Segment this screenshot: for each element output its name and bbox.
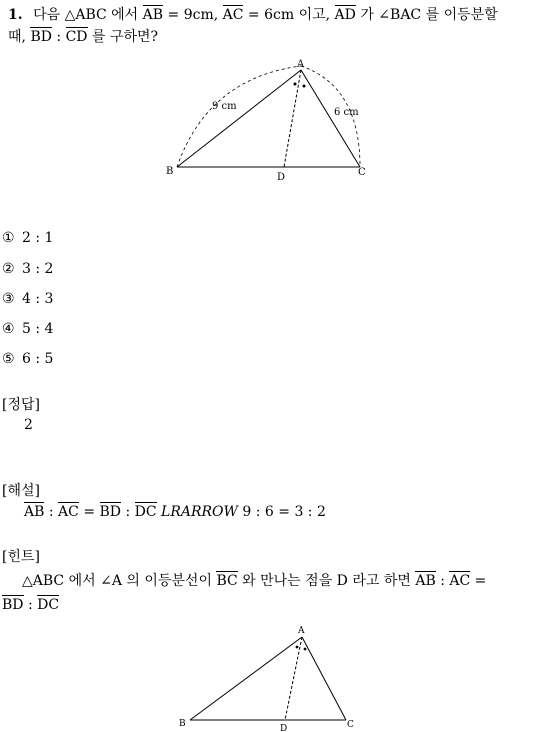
choice-mark: ②: [2, 261, 15, 277]
side-ac: [301, 70, 360, 167]
length-label-ac: 6 cm: [334, 107, 359, 118]
choice-4[interactable]: [2, 320, 53, 338]
vertex-label-b: B: [166, 166, 174, 177]
choice-2[interactable]: [2, 260, 53, 278]
vertex-label-a: A: [297, 59, 305, 70]
choice-3[interactable]: [2, 290, 53, 308]
point-label-d: D: [280, 724, 288, 732]
choice-text: 2 : 1: [22, 230, 54, 246]
choice-text: 5 : 4: [22, 321, 54, 337]
angle-mark-dot: [294, 83, 297, 86]
explanation-label: [해설]: [2, 483, 40, 499]
vertex-label-b: B: [179, 719, 186, 729]
segment-ac: AC: [222, 7, 244, 23]
choice-5[interactable]: [2, 350, 53, 368]
question-number: 1.: [8, 7, 23, 23]
side-ac: [302, 637, 346, 720]
point-label-d: D: [277, 172, 286, 182]
segment-cd: CD: [65, 29, 88, 45]
choice-mark: ④: [2, 321, 15, 337]
length-label-ab: 9 cm: [212, 101, 237, 112]
answer-value: 2: [24, 417, 33, 433]
explanation-text: AB : AC = BD : DC LRARROW 9 : 6 = 3 : 2: [24, 504, 326, 520]
choice-1[interactable]: [2, 229, 53, 247]
choice-text: 3 : 2: [22, 261, 54, 277]
side-ab: [177, 70, 301, 167]
segment-ab: AB: [142, 7, 164, 23]
question-text: 1. 다음 △ABC 에서 AB = 9cm, AC = 6cm 이고, AD 가 ∠BAC 를 이등분할 때, BD : CD 를 구하면?: [8, 7, 498, 45]
choice-mark: ①: [2, 230, 15, 246]
choice-text: 4 : 3: [22, 291, 54, 307]
answer-label: [정답]: [2, 397, 40, 413]
hint-label: [힌트]: [2, 549, 40, 565]
vertex-label-a: A: [298, 626, 305, 636]
hint-text: △ABC 에서 ∠A 의 이등분선이 BC 와 만나는 점을 D 라고 하면 AB : AC = BD : DC: [2, 573, 487, 613]
vertex-label-c: C: [347, 720, 354, 730]
segment-bd: BD: [30, 29, 52, 45]
angle-mark-dot: [303, 85, 306, 88]
angle-mark-dot: [304, 648, 307, 651]
bisector-ad: [285, 637, 302, 720]
choice-mark: ⑤: [2, 351, 15, 367]
choice-mark: ③: [2, 291, 15, 307]
segment-ad: AD: [334, 7, 356, 23]
vertex-label-c: C: [358, 167, 366, 178]
angle-mark-dot: [296, 646, 299, 649]
side-ab: [190, 637, 302, 720]
bisector-ad: [284, 70, 301, 167]
triangle-figure-1: [160, 56, 380, 182]
choice-text: 6 : 5: [22, 351, 54, 367]
triangle-figure-2: [175, 622, 365, 732]
